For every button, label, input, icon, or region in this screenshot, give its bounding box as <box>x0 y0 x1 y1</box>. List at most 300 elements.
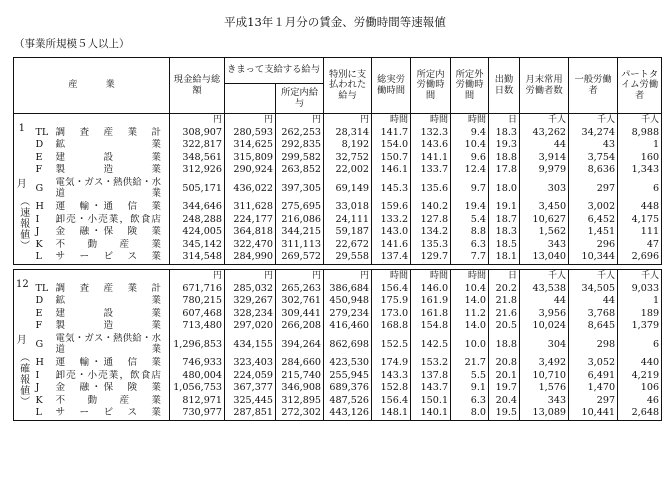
value-cell: 12.4 <box>451 164 489 177</box>
value-cell: 284,660 <box>276 357 324 370</box>
header-special-pay: 特別に支払われた給与 <box>324 58 372 114</box>
header-industry: 産 業 <box>14 58 170 114</box>
value-cell: 314,548 <box>170 251 225 264</box>
month-unit: 月 <box>16 179 27 191</box>
industry-name: サ ー ビ ス 業 <box>54 407 170 420</box>
value-cell: 348,561 <box>170 152 225 165</box>
value-cell: 18.1 <box>489 251 520 264</box>
value-cell: 143.3 <box>372 370 411 383</box>
value-cell: 269,572 <box>276 251 324 264</box>
table-body <box>14 114 662 421</box>
table-row <box>14 395 662 408</box>
industry-code: TL <box>35 126 49 138</box>
unit-label: 時間 <box>411 269 451 282</box>
value-cell: 434,155 <box>225 333 276 357</box>
value-cell: 6.3 <box>451 239 489 252</box>
value-cell: 312,895 <box>276 395 324 408</box>
value-cell: 5.4 <box>451 214 489 227</box>
value-cell: 2,648 <box>618 407 662 420</box>
value-cell: 397,305 <box>276 177 324 201</box>
value-cell: 344,646 <box>170 201 225 214</box>
value-cell: 156.4 <box>372 283 411 296</box>
value-cell: 47 <box>618 239 662 252</box>
value-cell: 140.2 <box>411 201 451 214</box>
unit-label: 円 <box>225 269 276 282</box>
value-cell: 311,628 <box>225 201 276 214</box>
value-cell: 13,040 <box>520 251 569 264</box>
value-cell: 8,645 <box>569 320 618 333</box>
month-label <box>14 114 30 265</box>
value-cell: 448 <box>618 201 662 214</box>
data-status: （速報値） <box>17 195 29 251</box>
value-cell: 46 <box>618 395 662 408</box>
value-cell: 19.1 <box>489 201 520 214</box>
value-cell: 812,971 <box>170 395 225 408</box>
value-cell: 440 <box>618 357 662 370</box>
value-cell: 135.3 <box>411 239 451 252</box>
value-cell: 280,593 <box>225 127 276 140</box>
value-cell: 20.5 <box>489 320 520 333</box>
value-cell: 262,253 <box>276 127 324 140</box>
value-cell: 311,113 <box>276 239 324 252</box>
header-parttime-workers: パートタイム労働者 <box>618 58 662 114</box>
table-row <box>14 333 662 357</box>
value-cell: 29,558 <box>324 251 372 264</box>
value-cell: 146.0 <box>411 283 451 296</box>
unit-row <box>14 114 662 127</box>
value-cell: 1 <box>618 295 662 308</box>
value-cell: 607,468 <box>170 308 225 321</box>
industry-code: K <box>35 238 43 250</box>
value-cell: 189 <box>618 308 662 321</box>
scope-note: （事業所規模５人以上） <box>14 38 130 50</box>
value-cell: 505,171 <box>170 177 225 201</box>
industry-code: E <box>35 307 43 319</box>
value-cell: 266,208 <box>276 320 324 333</box>
table-row <box>14 370 662 383</box>
industry-code: F <box>35 320 43 332</box>
value-cell: 1,296,853 <box>170 333 225 357</box>
value-cell: 14.0 <box>451 295 489 308</box>
value-cell: 9,033 <box>618 283 662 296</box>
industry-name: 金 融・保 険 業 <box>54 226 170 239</box>
value-cell: 424,005 <box>170 226 225 239</box>
unit-row <box>14 269 662 282</box>
table-row <box>14 308 662 321</box>
industry-code: TL <box>35 282 49 294</box>
value-cell: 303 <box>520 177 569 201</box>
industry-name: 電気・ガス・熱供給・水道業 <box>54 333 170 357</box>
value-cell: 480,004 <box>170 370 225 383</box>
value-cell: 11.2 <box>451 308 489 321</box>
header-scheduled-hours: 所定内労働時間 <box>411 58 451 114</box>
value-cell: 302,761 <box>276 295 324 308</box>
industry-code: H <box>35 356 44 368</box>
value-cell: 2,696 <box>618 251 662 264</box>
table-row <box>14 226 662 239</box>
header-contract-pay: きまって支給する給与 <box>225 58 324 84</box>
unit-label: 円 <box>324 269 372 282</box>
unit-label: 時間 <box>451 269 489 282</box>
value-cell: 4,219 <box>618 370 662 383</box>
value-cell: 6.3 <box>451 395 489 408</box>
value-cell: 299,582 <box>276 152 324 165</box>
value-cell: 1,451 <box>569 226 618 239</box>
industry-name: 不 動 産 業 <box>54 239 170 252</box>
value-cell: 3,492 <box>520 357 569 370</box>
value-cell: 168.8 <box>372 320 411 333</box>
value-cell: 487,526 <box>324 395 372 408</box>
value-cell: 133.7 <box>411 164 451 177</box>
month-number: 12 <box>16 278 29 290</box>
value-cell: 292,835 <box>276 139 324 152</box>
value-cell: 328,234 <box>225 308 276 321</box>
industry-name: 製 造 業 <box>54 164 170 177</box>
table-row <box>14 320 662 333</box>
value-cell: 19.3 <box>489 139 520 152</box>
value-cell: 44 <box>520 139 569 152</box>
value-cell: 33,018 <box>324 201 372 214</box>
value-cell: 3,754 <box>569 152 618 165</box>
value-cell: 7.7 <box>451 251 489 264</box>
table-row <box>14 177 662 201</box>
value-cell: 32,752 <box>324 152 372 165</box>
table-row <box>14 127 662 140</box>
value-cell: 28,314 <box>324 127 372 140</box>
value-cell: 43 <box>569 139 618 152</box>
value-cell: 367,377 <box>225 382 276 395</box>
header-overtime-hours: 所定外労働時間 <box>451 58 489 114</box>
value-cell: 174.9 <box>372 357 411 370</box>
value-cell: 34,274 <box>569 127 618 140</box>
month-label <box>14 269 30 420</box>
value-cell: 17.8 <box>489 164 520 177</box>
value-cell: 59,187 <box>324 226 372 239</box>
table-row <box>14 283 662 296</box>
value-cell: 671,716 <box>170 283 225 296</box>
value-cell: 21.6 <box>489 308 520 321</box>
unit-label: 千人 <box>569 114 618 127</box>
value-cell: 18.5 <box>489 239 520 252</box>
unit-label: 時間 <box>372 114 411 127</box>
value-cell: 6 <box>618 177 662 201</box>
industry-name: 運 輸・通 信 業 <box>54 201 170 214</box>
value-cell: 1,343 <box>618 164 662 177</box>
unit-label: 円 <box>170 114 225 127</box>
unit-label: 円 <box>324 114 372 127</box>
value-cell: 137.8 <box>411 370 451 383</box>
value-cell: 1,056,753 <box>170 382 225 395</box>
value-cell: 1,379 <box>618 320 662 333</box>
table-row <box>14 201 662 214</box>
value-cell: 134.2 <box>411 226 451 239</box>
industry-code: L <box>30 251 54 264</box>
value-cell: 248,288 <box>170 214 225 227</box>
value-cell: 20.2 <box>489 283 520 296</box>
value-cell: 160 <box>618 152 662 165</box>
value-cell: 265,263 <box>276 283 324 296</box>
value-cell: 323,403 <box>225 357 276 370</box>
value-cell: 3,956 <box>520 308 569 321</box>
unit-label: 円 <box>225 114 276 127</box>
value-cell: 10,710 <box>520 370 569 383</box>
value-cell: 159.6 <box>372 201 411 214</box>
value-cell: 18.3 <box>489 226 520 239</box>
value-cell: 343 <box>520 239 569 252</box>
table-row <box>14 295 662 308</box>
value-cell: 364,818 <box>225 226 276 239</box>
value-cell: 153.2 <box>411 357 451 370</box>
industry-name: 調 査 産 業 計 <box>54 283 170 296</box>
industry-code: E <box>35 151 43 163</box>
value-cell: 3,914 <box>520 152 569 165</box>
value-cell: 224,059 <box>225 370 276 383</box>
value-cell: 730,977 <box>170 407 225 420</box>
value-cell: 8,636 <box>569 164 618 177</box>
header-employees: 月末常用労働者数 <box>520 58 569 114</box>
value-cell: 443,126 <box>324 407 372 420</box>
value-cell: 8.0 <box>451 407 489 420</box>
table-row <box>14 152 662 165</box>
value-cell: 154.0 <box>372 139 411 152</box>
value-cell: 173.0 <box>372 308 411 321</box>
value-cell: 19.4 <box>451 201 489 214</box>
value-cell: 296 <box>569 239 618 252</box>
wage-statistics-table <box>13 57 662 421</box>
header-total-hours: 総実労働時間 <box>372 58 411 114</box>
industry-name: 調 査 産 業 計 <box>54 127 170 140</box>
value-cell: 106 <box>618 382 662 395</box>
value-cell: 9.4 <box>451 127 489 140</box>
value-cell: 143.0 <box>372 226 411 239</box>
value-cell: 287,851 <box>225 407 276 420</box>
table-row <box>14 407 662 420</box>
unit-label: 日 <box>489 114 520 127</box>
industry-code: J <box>35 226 40 238</box>
value-cell: 315,809 <box>225 152 276 165</box>
header-general-workers: 一般労働者 <box>569 58 618 114</box>
value-cell: 862,698 <box>324 333 372 357</box>
value-cell: 44 <box>569 295 618 308</box>
value-cell: 322,817 <box>170 139 225 152</box>
industry-name: 卸売・小売業，飲食店 <box>54 370 170 383</box>
value-cell: 145.3 <box>372 177 411 201</box>
value-cell: 44 <box>520 295 569 308</box>
industry-name: 卸売・小売業，飲食店 <box>54 214 170 227</box>
value-cell: 148.1 <box>372 407 411 420</box>
value-cell: 8.8 <box>451 226 489 239</box>
value-cell: 263,852 <box>276 164 324 177</box>
month-unit: 月 <box>16 335 27 347</box>
unit-label: 千人 <box>520 269 569 282</box>
value-cell: 140.1 <box>411 407 451 420</box>
value-cell: 141.6 <box>372 239 411 252</box>
header-days: 出勤日数 <box>489 58 520 114</box>
unit-label: 時間 <box>411 114 451 127</box>
value-cell: 450,948 <box>324 295 372 308</box>
industry-code: K <box>35 394 43 406</box>
value-cell: 216,086 <box>276 214 324 227</box>
value-cell: 325,445 <box>225 395 276 408</box>
value-cell: 22,002 <box>324 164 372 177</box>
value-cell: 156.4 <box>372 395 411 408</box>
value-cell: 18.0 <box>489 177 520 201</box>
industry-name: 建 設 業 <box>54 152 170 165</box>
industry-code: I <box>35 213 40 225</box>
value-cell: 345,142 <box>170 239 225 252</box>
industry-name: 鉱 業 <box>54 295 170 308</box>
value-cell: 416,460 <box>324 320 372 333</box>
industry-code: L <box>30 407 54 420</box>
industry-code: F <box>35 164 43 176</box>
value-cell: 3,002 <box>569 201 618 214</box>
value-cell: 6,491 <box>569 370 618 383</box>
value-cell: 10,441 <box>569 407 618 420</box>
value-cell: 1,562 <box>520 226 569 239</box>
industry-name: サ ー ビ ス 業 <box>54 251 170 264</box>
month-number: 1 <box>18 122 25 134</box>
value-cell: 4,175 <box>618 214 662 227</box>
value-cell: 13,089 <box>520 407 569 420</box>
value-cell: 18.7 <box>489 214 520 227</box>
value-cell: 24,111 <box>324 214 372 227</box>
value-cell: 132.3 <box>411 127 451 140</box>
value-cell: 1,470 <box>569 382 618 395</box>
value-cell: 154.8 <box>411 320 451 333</box>
value-cell: 343 <box>520 395 569 408</box>
value-cell: 152.8 <box>372 382 411 395</box>
industry-name: 鉱 業 <box>54 139 170 152</box>
unit-label: 円 <box>276 269 324 282</box>
value-cell: 10.4 <box>451 139 489 152</box>
value-cell: 21.8 <box>489 295 520 308</box>
value-cell: 780,215 <box>170 295 225 308</box>
value-cell: 8,192 <box>324 139 372 152</box>
value-cell: 175.9 <box>372 295 411 308</box>
value-cell: 285,032 <box>225 283 276 296</box>
industry-code: D <box>35 295 44 307</box>
value-cell: 146.1 <box>372 164 411 177</box>
value-cell: 43,538 <box>520 283 569 296</box>
value-cell: 19.5 <box>489 407 520 420</box>
unit-label: 円 <box>276 114 324 127</box>
value-cell: 275,695 <box>276 201 324 214</box>
value-cell: 20.8 <box>489 357 520 370</box>
industry-code: D <box>35 139 44 151</box>
industry-name: 製 造 業 <box>54 320 170 333</box>
value-cell: 272,302 <box>276 407 324 420</box>
value-cell: 3,052 <box>569 357 618 370</box>
value-cell: 43,262 <box>520 127 569 140</box>
value-cell: 150.7 <box>372 152 411 165</box>
value-cell: 297 <box>569 395 618 408</box>
value-cell: 143.7 <box>411 382 451 395</box>
unit-label: 千人 <box>520 114 569 127</box>
value-cell: 297 <box>569 177 618 201</box>
value-cell: 5.5 <box>451 370 489 383</box>
table-row <box>14 357 662 370</box>
header-scheduled-pay: 所定内給与 <box>276 84 324 114</box>
value-cell: 298 <box>569 333 618 357</box>
value-cell: 143.6 <box>411 139 451 152</box>
value-cell: 8,988 <box>618 127 662 140</box>
value-cell: 9.1 <box>451 382 489 395</box>
value-cell: 21.7 <box>451 357 489 370</box>
industry-code: J <box>35 382 40 394</box>
table-row <box>14 139 662 152</box>
value-cell: 18.3 <box>489 127 520 140</box>
unit-label: 千人 <box>569 269 618 282</box>
value-cell: 6,452 <box>569 214 618 227</box>
industry-name: 電気・ガス・熱供給・水道業 <box>54 177 170 201</box>
value-cell: 19.7 <box>489 382 520 395</box>
value-cell: 161.9 <box>411 295 451 308</box>
table-row <box>14 251 662 264</box>
value-cell: 111 <box>618 226 662 239</box>
value-cell: 322,470 <box>225 239 276 252</box>
value-cell: 9.6 <box>451 152 489 165</box>
value-cell: 284,990 <box>225 251 276 264</box>
value-cell: 312,926 <box>170 164 225 177</box>
value-cell: 137.4 <box>372 251 411 264</box>
value-cell: 9.7 <box>451 177 489 201</box>
value-cell: 309,441 <box>276 308 324 321</box>
unit-label: 千人 <box>618 269 662 282</box>
unit-label: 時間 <box>372 269 411 282</box>
value-cell: 150.1 <box>411 395 451 408</box>
industry-name: 不 動 産 業 <box>54 395 170 408</box>
value-cell: 689,376 <box>324 382 372 395</box>
value-cell: 18.8 <box>489 333 520 357</box>
value-cell: 346,908 <box>276 382 324 395</box>
data-status: （確報値） <box>17 351 29 407</box>
value-cell: 6 <box>618 333 662 357</box>
value-cell: 344,215 <box>276 226 324 239</box>
value-cell: 135.6 <box>411 177 451 201</box>
value-cell: 14.0 <box>451 320 489 333</box>
value-cell: 133.2 <box>372 214 411 227</box>
industry-name: 運 輸・通 信 業 <box>54 357 170 370</box>
value-cell: 20.4 <box>489 395 520 408</box>
value-cell: 215,740 <box>276 370 324 383</box>
value-cell: 69,149 <box>324 177 372 201</box>
value-cell: 394,264 <box>276 333 324 357</box>
unit-label: 円 <box>170 269 225 282</box>
value-cell: 3,450 <box>520 201 569 214</box>
value-cell: 304 <box>520 333 569 357</box>
value-cell: 34,505 <box>569 283 618 296</box>
value-cell: 10,344 <box>569 251 618 264</box>
value-cell: 308,907 <box>170 127 225 140</box>
industry-code: I <box>35 369 40 381</box>
table-row <box>14 239 662 252</box>
unit-label: 日 <box>489 269 520 282</box>
value-cell: 10,024 <box>520 320 569 333</box>
table-row <box>14 214 662 227</box>
table-row <box>14 382 662 395</box>
value-cell: 142.5 <box>411 333 451 357</box>
value-cell: 713,480 <box>170 320 225 333</box>
value-cell: 1,576 <box>520 382 569 395</box>
value-cell: 141.7 <box>372 127 411 140</box>
value-cell: 20.1 <box>489 370 520 383</box>
value-cell: 290,924 <box>225 164 276 177</box>
value-cell: 18.8 <box>489 152 520 165</box>
unit-label: 時間 <box>451 114 489 127</box>
value-cell: 9,979 <box>520 164 569 177</box>
value-cell: 386,684 <box>324 283 372 296</box>
header-total-salary: 現金給与総額 <box>170 58 225 114</box>
